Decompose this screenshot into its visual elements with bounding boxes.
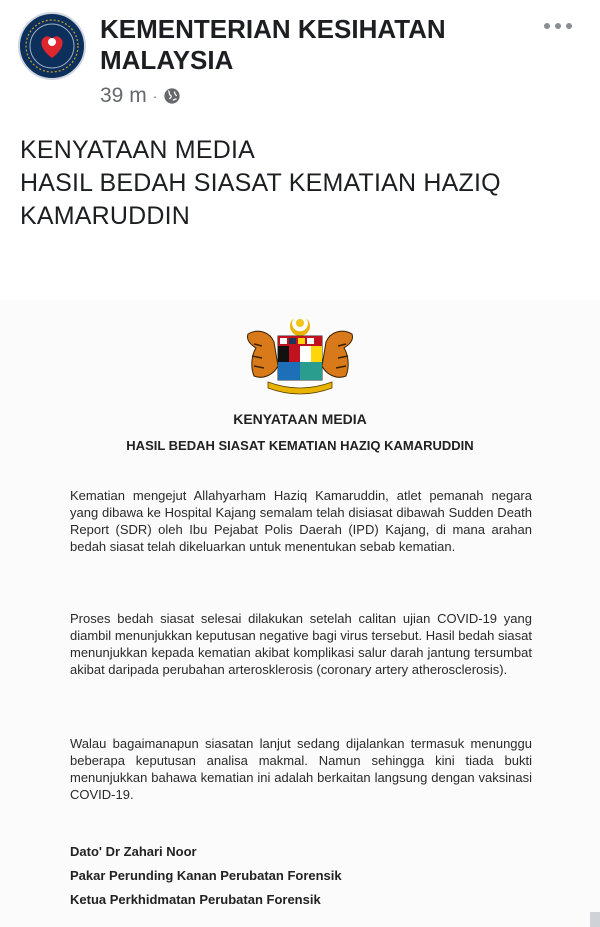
post-meta bbox=[100, 84, 181, 108]
signature-block bbox=[70, 840, 470, 912]
caption-line: KENYATAAN MEDIA bbox=[20, 136, 255, 164]
dot-icon bbox=[566, 23, 572, 29]
scrollbar-thumb[interactable] bbox=[590, 912, 600, 927]
post-caption bbox=[20, 134, 580, 233]
document-subtitle: HASIL BEDAH SIASAT KEMATIAN HAZIQ KAMARUDDIN bbox=[126, 438, 474, 453]
kkm-logo-icon bbox=[22, 16, 82, 76]
meta-separator: · bbox=[152, 88, 158, 104]
document-paragraph: Walau bagaimanapun siasatan lanjut sedang dijalankan termasuk menunggu beberapa keputusan analisa makmal. Namun sehingga kini tiada bukti menunjukkan bahawa kematian ini adalah berkaitan langsung dengan vaksinasi COVID-19. bbox=[70, 736, 532, 802]
page-avatar[interactable] bbox=[18, 12, 86, 80]
document-title: KENYATAAN MEDIA bbox=[233, 411, 367, 427]
document-paragraph: Proses bedah siasat selesai dilakukan setelah calitan ujian COVID-19 yang diambil menunjukkan keputusan negative bagi virus tersebut. Hasil bedah siasat menunjukkan kepada kematian akibat komplikasi salur darah jantung tersumbat akibat daripada perubahan arterosklerosis (coronary artery atherosclerosis). bbox=[70, 611, 532, 677]
coat-of-arms-icon bbox=[240, 314, 360, 396]
signatory-title: Pakar Perunding Kanan Perubatan Forensik bbox=[70, 868, 342, 883]
page-name[interactable]: KEMENTERIAN KESIHATAN MALAYSIA bbox=[100, 14, 446, 75]
post-image-document[interactable] bbox=[0, 300, 600, 927]
globe-icon[interactable] bbox=[163, 87, 181, 105]
caption-line: KAMARUDDIN bbox=[20, 202, 191, 230]
signatory-title: Ketua Perkhidmatan Perubatan Forensik bbox=[70, 892, 321, 907]
post-timestamp[interactable]: 39 m bbox=[100, 84, 147, 107]
dot-icon bbox=[544, 23, 550, 29]
more-options-icon[interactable] bbox=[538, 14, 578, 38]
dot-icon bbox=[555, 23, 561, 29]
signatory-name: Dato' Dr Zahari Noor bbox=[70, 844, 197, 859]
document-paragraph: Kematian mengejut Allahyarham Haziq Kamaruddin, atlet pemanah negara yang dibawa ke Hospital Kajang semalam telah disiasat dibawah Sudden Death Report (SDR) oleh Ibu Pejabat Polis Daerah (IPD) Kajang, di mana arahan bedah siasat telah dikeluarkan untuk menentukan sebab kematian. bbox=[70, 488, 532, 554]
caption-line: HASIL BEDAH SIASAT KEMATIAN HAZIQ bbox=[20, 169, 501, 197]
